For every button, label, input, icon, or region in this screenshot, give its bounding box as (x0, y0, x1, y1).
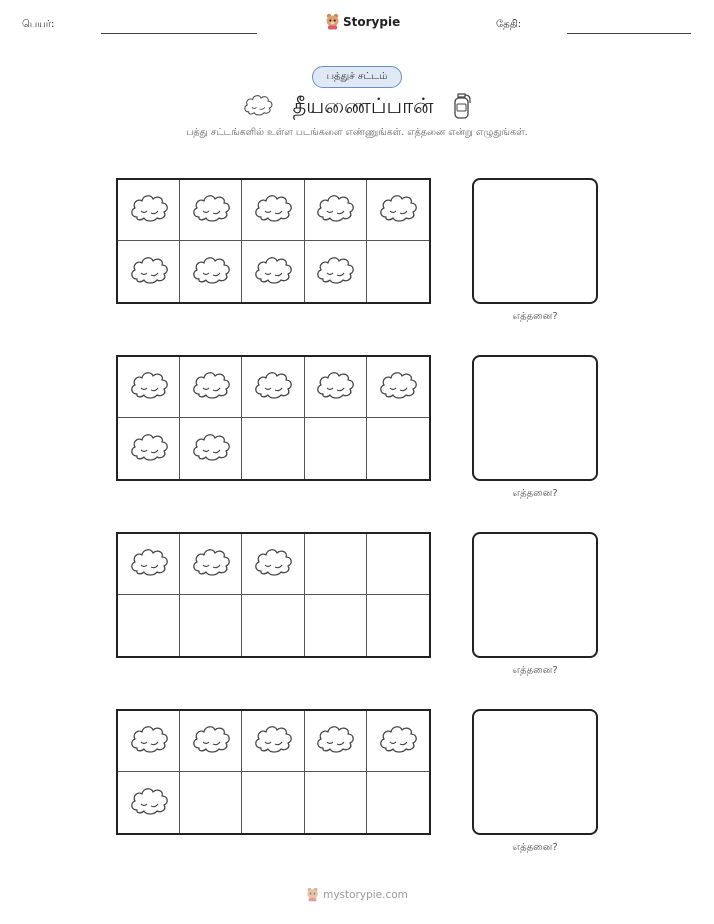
storypie-mascot-icon (325, 13, 340, 30)
frame-cell (180, 595, 242, 656)
frame-cell (242, 180, 304, 241)
brand-name: Storypie (343, 14, 401, 29)
smoke-cloud-icon (251, 191, 295, 229)
frame-cell (180, 534, 242, 595)
smoke-cloud-icon (189, 430, 233, 468)
smoke-cloud-icon (189, 191, 233, 229)
frame-cell (180, 357, 242, 418)
frame-cell (305, 180, 367, 241)
frame-cell (367, 241, 429, 302)
frame-cell (242, 595, 304, 656)
frame-cell (367, 534, 429, 595)
frame-cell (242, 711, 304, 772)
answer-label-4: எத்தனை? (512, 842, 558, 853)
ten-frame-3 (116, 532, 431, 658)
frame-cell (367, 418, 429, 479)
frame-cell (242, 772, 304, 833)
answer-box-3[interactable] (472, 532, 598, 658)
frame-cell (367, 595, 429, 656)
frame-cell (118, 772, 180, 833)
answer-box-4[interactable] (472, 709, 598, 835)
smoke-cloud-icon (313, 722, 357, 760)
frame-cell (118, 418, 180, 479)
footer-url[interactable]: mystorypie.com (323, 888, 408, 901)
smoke-cloud-icon (376, 191, 420, 229)
smoke-cloud-icon (189, 368, 233, 406)
frame-cell (242, 357, 304, 418)
answer-label-1: எத்தனை? (512, 311, 558, 322)
name-label: பெயர்: (22, 19, 55, 30)
smoke-cloud-icon (376, 722, 420, 760)
answer-box-1[interactable] (472, 178, 598, 304)
name-field[interactable] (101, 33, 257, 34)
smoke-cloud-icon (127, 191, 171, 229)
frame-cell (118, 241, 180, 302)
smoke-cloud-icon (127, 722, 171, 760)
frame-cell (242, 418, 304, 479)
frame-cell (367, 772, 429, 833)
page-title: தீயணைப்பான் (292, 93, 434, 118)
frame-cell (180, 772, 242, 833)
smoke-cloud-icon (127, 368, 171, 406)
frame-cell (305, 357, 367, 418)
frame-cell (118, 180, 180, 241)
frame-cell (118, 357, 180, 418)
frame-cell (367, 180, 429, 241)
smoke-cloud-icon (313, 253, 357, 291)
frame-cell (305, 241, 367, 302)
frame-cell (305, 595, 367, 656)
fire-extinguisher-icon (451, 90, 473, 124)
smoke-cloud-icon (251, 253, 295, 291)
frame-cell (305, 534, 367, 595)
frame-cell (367, 357, 429, 418)
instructions: பத்து சட்டங்களில் உள்ள படங்களை எண்ணுங்கள். எத்தனை என்று எழுதுங்கள். (186, 127, 528, 138)
frame-cell (305, 711, 367, 772)
answer-box-2[interactable] (472, 355, 598, 481)
frame-cell (305, 772, 367, 833)
smoke-cloud-icon (127, 430, 171, 468)
brand-logo (325, 13, 400, 30)
ten-frame-1 (116, 178, 431, 304)
frame-cell (305, 418, 367, 479)
answer-label-3: எத்தனை? (512, 665, 558, 676)
date-field[interactable] (567, 33, 691, 34)
smoke-cloud-icon (251, 545, 295, 583)
smoke-cloud-icon (313, 191, 357, 229)
smoke-cloud-icon (127, 784, 171, 822)
storypie-mascot-icon (306, 887, 319, 902)
ten-frame-4 (116, 709, 431, 835)
smoke-cloud-icon (251, 368, 295, 406)
smoke-cloud-icon (376, 368, 420, 406)
smoke-cloud-icon (127, 253, 171, 291)
frame-cell (118, 711, 180, 772)
date-label: தேதி: (496, 19, 522, 30)
topic-badge: பத்துச் சட்டம் (312, 66, 402, 88)
frame-cell (118, 595, 180, 656)
ten-frame-2 (116, 355, 431, 481)
smoke-cloud-icon (313, 368, 357, 406)
frame-cell (242, 534, 304, 595)
frame-cell (180, 418, 242, 479)
frame-cell (367, 711, 429, 772)
smoke-cloud-icon (127, 545, 171, 583)
frame-cell (242, 241, 304, 302)
answer-label-2: எத்தனை? (512, 488, 558, 499)
smoke-cloud-icon (189, 545, 233, 583)
smoke-cloud-icon (241, 92, 275, 122)
smoke-cloud-icon (189, 253, 233, 291)
smoke-cloud-icon (189, 722, 233, 760)
frame-cell (180, 711, 242, 772)
frame-cell (118, 534, 180, 595)
frame-cell (180, 180, 242, 241)
footer (0, 887, 714, 902)
frame-cell (180, 241, 242, 302)
smoke-cloud-icon (251, 722, 295, 760)
